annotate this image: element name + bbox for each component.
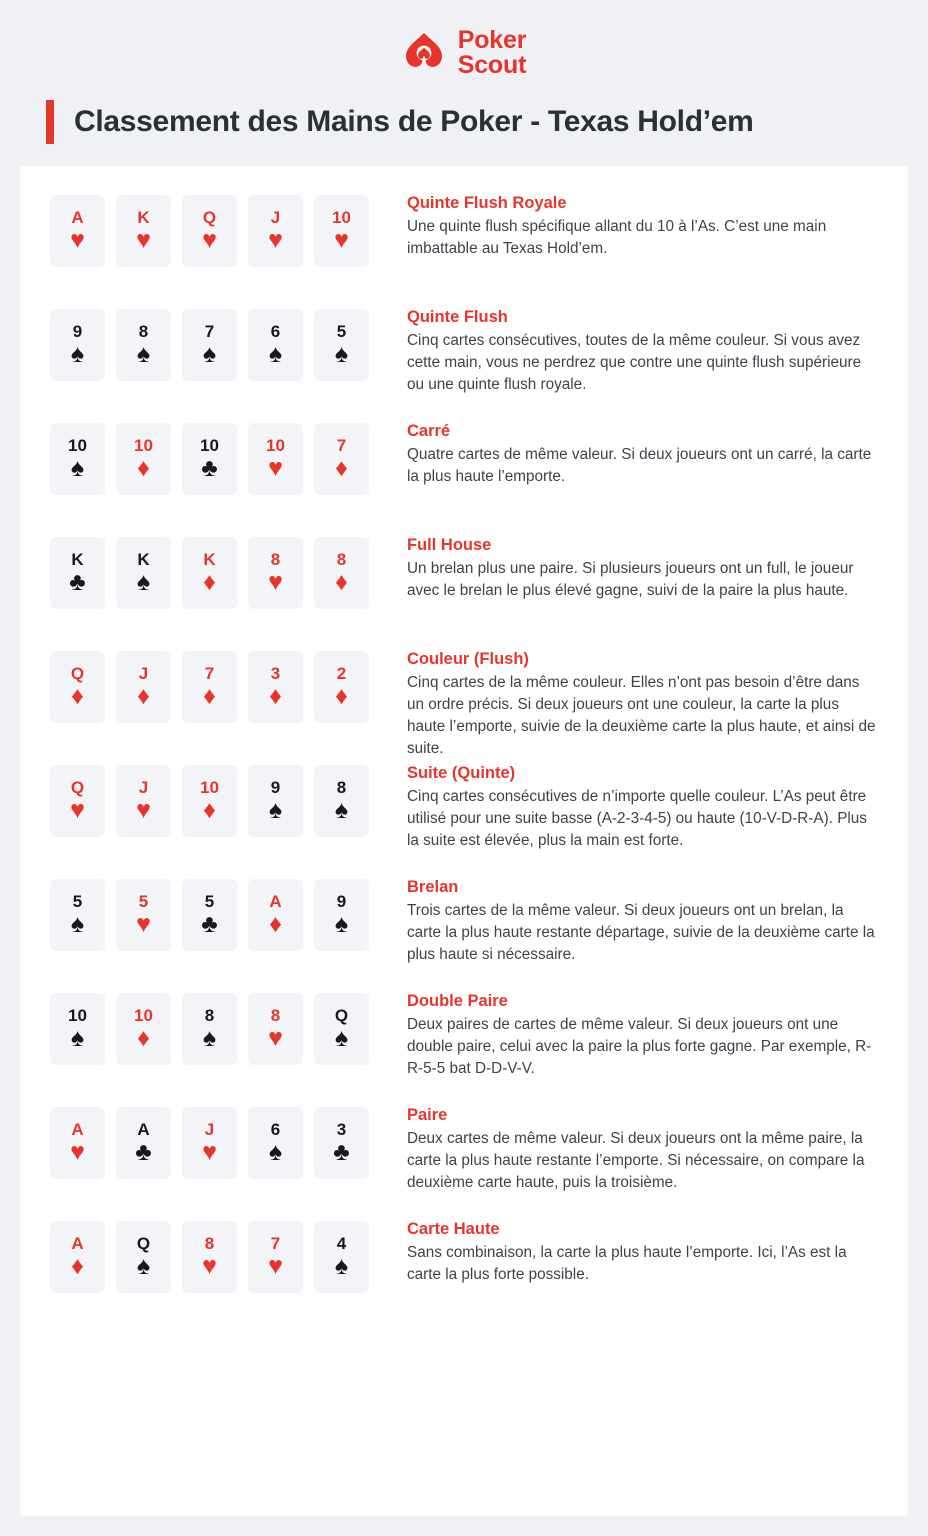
spades-suit-icon: ♠ [334,1024,349,1052]
card-rank: 8 [204,1006,215,1025]
playing-card [248,765,303,837]
playing-card [248,1107,303,1179]
playing-card [50,537,105,609]
card-rank: 2 [336,664,347,683]
card-rank: 8 [138,322,149,341]
card-group [50,1104,373,1179]
card-rank: K [137,208,150,227]
card-rank: 10 [332,208,351,227]
hand-description: Quatre cartes de même valeur. Si deux joueurs ont un carré, la carte la plus haute l’emporte. [407,446,872,485]
hand-row [50,534,878,648]
spades-suit-icon: ♠ [268,1138,283,1166]
hand-info [407,648,878,759]
diamonds-suit-icon: ♦ [137,1024,150,1052]
page-title-row [20,84,908,166]
hand-name: Carré [407,422,451,440]
diamonds-suit-icon: ♦ [269,910,282,938]
hand-row [50,1218,878,1332]
card-rank: J [270,208,281,227]
card-rank: A [269,892,282,911]
diamonds-suit-icon: ♦ [137,454,150,482]
playing-card [50,879,105,951]
playing-card [116,1107,171,1179]
diamonds-suit-icon: ♦ [335,568,348,596]
card-rank: 4 [336,1234,347,1253]
playing-card [116,651,171,723]
hearts-suit-icon: ♥ [136,796,151,824]
diamonds-suit-icon: ♦ [335,454,348,482]
spades-suit-icon: ♠ [268,796,283,824]
clubs-suit-icon: ♣ [333,1138,350,1166]
brand-header [20,22,908,84]
hand-row [50,192,878,306]
spades-suit-icon: ♠ [136,1252,151,1280]
diamonds-suit-icon: ♦ [335,682,348,710]
hand-info [407,192,878,260]
hand-name: Carte Haute [407,1220,500,1238]
playing-card [248,537,303,609]
spades-suit-icon: ♠ [136,568,151,596]
hearts-suit-icon: ♥ [202,1252,217,1280]
hand-row [50,762,878,876]
card-rank: 9 [72,322,83,341]
card-group [50,192,373,267]
card-rank: 6 [270,322,281,341]
hand-row [50,420,878,534]
card-rank: 7 [204,322,215,341]
spades-suit-icon: ♠ [70,454,85,482]
playing-card [314,195,369,267]
playing-card [116,993,171,1065]
playing-card [314,651,369,723]
hand-info [407,876,878,966]
spades-suit-icon: ♠ [334,910,349,938]
playing-card [314,879,369,951]
playing-card [248,1221,303,1293]
hand-description: Cinq cartes consécutives de n’importe quelle couleur. L’As peut être utilisé pour une suite basse (A-2-3-4-5) ou haute (10-V-D-R-A). Plus la suite est élevée, plus la main est forte. [407,788,867,849]
playing-card [314,537,369,609]
playing-card [116,195,171,267]
card-group [50,306,373,381]
spades-suit-icon: ♠ [202,1024,217,1052]
playing-card [248,309,303,381]
hand-description: Cinq cartes consécutives, toutes de la même couleur. Si vous avez cette main, vous ne perdrez que contre une quinte flush supérieure ou une quinte flush royale. [407,332,862,393]
pokerscout-spade-logo-icon [402,31,446,75]
card-rank: 9 [336,892,347,911]
spades-suit-icon: ♠ [334,1252,349,1280]
card-group [50,762,373,837]
playing-card [248,423,303,495]
playing-card [50,1107,105,1179]
hand-description: Trois cartes de la même valeur. Si deux joueurs ont un brelan, la carte la plus haute restante départage, suivie de la deuxième carte la plus haute si nécessaire. [407,902,875,963]
card-rank: 7 [270,1234,281,1253]
hand-description: Une quinte flush spécifique allant du 10 à l’As. C’est une main imbattable au Texas Hold’em. [407,218,827,257]
playing-card [314,423,369,495]
card-rank: A [137,1120,150,1139]
playing-card [314,765,369,837]
card-rank: J [138,778,149,797]
card-rank: 9 [270,778,281,797]
title-accent-bar [46,100,54,144]
playing-card [314,993,369,1065]
hand-name: Quinte Flush Royale [407,194,567,212]
hearts-suit-icon: ♥ [70,796,85,824]
card-rank: 5 [204,892,215,911]
hearts-suit-icon: ♥ [334,226,349,254]
hearts-suit-icon: ♥ [268,226,283,254]
card-rank: 7 [204,664,215,683]
playing-card [116,537,171,609]
hearts-suit-icon: ♥ [202,226,217,254]
playing-card [182,423,237,495]
card-rank: K [71,550,84,569]
hand-row [50,648,878,762]
diamonds-suit-icon: ♦ [269,682,282,710]
playing-card [116,423,171,495]
playing-card [182,1221,237,1293]
card-rank: K [203,550,216,569]
hearts-suit-icon: ♥ [70,1138,85,1166]
hearts-suit-icon: ♥ [70,226,85,254]
playing-card [182,651,237,723]
hand-name: Paire [407,1106,448,1124]
playing-card [50,993,105,1065]
card-rank: A [71,1234,84,1253]
card-rank: 8 [270,1006,281,1025]
card-rank: 8 [270,550,281,569]
hearts-suit-icon: ♥ [268,568,283,596]
card-group [50,534,373,609]
playing-card [50,309,105,381]
card-rank: 6 [270,1120,281,1139]
card-rank: 8 [336,550,347,569]
card-rank: 3 [270,664,281,683]
spades-suit-icon: ♠ [334,796,349,824]
diamonds-suit-icon: ♦ [71,1252,84,1280]
hand-description: Deux cartes de même valeur. Si deux joueurs ont la même paire, la carte la plus haute restante l’emporte. Si nécessaire, on compare la deuxième carte haute, puis la troisième. [407,1130,865,1191]
playing-card [182,993,237,1065]
card-rank: 10 [200,778,219,797]
playing-card [182,309,237,381]
playing-card [248,195,303,267]
hand-row [50,306,878,420]
spades-suit-icon: ♠ [136,340,151,368]
diamonds-suit-icon: ♦ [203,568,216,596]
card-rank: Q [70,664,85,683]
card-rank: 8 [204,1234,215,1253]
spades-suit-icon: ♠ [70,1024,85,1052]
hand-description: Deux paires de cartes de même valeur. Si deux joueurs ont une double paire, celui avec la paire la plus forte gagne. Par exemple, R-R-5-5 bat D-D-V-V. [407,1016,872,1077]
hearts-suit-icon: ♥ [268,1024,283,1052]
hand-name: Full House [407,536,492,554]
spades-suit-icon: ♠ [202,340,217,368]
playing-card [50,765,105,837]
card-rank: 10 [200,436,219,455]
spades-suit-icon: ♠ [334,340,349,368]
spades-suit-icon: ♠ [70,910,85,938]
spades-suit-icon: ♠ [70,340,85,368]
hand-row [50,876,878,990]
card-rank: Q [70,778,85,797]
card-rank: 7 [336,436,347,455]
card-rank: 10 [68,436,87,455]
hand-row [50,990,878,1104]
card-rank: 3 [336,1120,347,1139]
hand-name: Brelan [407,878,459,896]
hand-info [407,534,878,602]
hand-ranking-list [20,166,908,1516]
card-rank: J [204,1120,215,1139]
playing-card [314,1107,369,1179]
playing-card [116,879,171,951]
playing-card [116,309,171,381]
diamonds-suit-icon: ♦ [71,682,84,710]
playing-card [182,1107,237,1179]
card-rank: K [137,550,150,569]
card-rank: A [71,208,84,227]
hearts-suit-icon: ♥ [136,226,151,254]
hand-name: Couleur (Flush) [407,650,529,668]
hearts-suit-icon: ♥ [136,910,151,938]
card-rank: 10 [134,436,153,455]
hearts-suit-icon: ♥ [268,454,283,482]
card-rank: 5 [72,892,83,911]
brand-name-line1: Poker [457,25,527,54]
card-group [50,876,373,951]
card-rank: 10 [68,1006,87,1025]
hand-description: Cinq cartes de la même couleur. Elles n’ont pas besoin d’être dans un ordre précis. Si deux joueurs ont une couleur, la carte la plus haute l’emporte, suivie de la deuxième carte la plus haute, et ainsi de suite. [407,674,876,757]
playing-card [182,879,237,951]
card-rank: 5 [336,322,347,341]
spades-suit-icon: ♠ [268,340,283,368]
playing-card [248,993,303,1065]
card-rank: 5 [138,892,149,911]
playing-card [50,423,105,495]
card-rank: 10 [134,1006,153,1025]
brand-name-line2: Scout [457,51,527,79]
card-group [50,648,373,723]
hand-description: Sans combinaison, la carte la plus haute l’emporte. Ici, l’As est la carte la plus forte possible. [407,1244,847,1283]
page-title: Classement des Mains de Poker - Texas Hold’em [74,105,754,138]
hand-info [407,990,878,1080]
hearts-suit-icon: ♥ [268,1252,283,1280]
clubs-suit-icon: ♣ [135,1138,152,1166]
playing-card [50,1221,105,1293]
diamonds-suit-icon: ♦ [203,796,216,824]
playing-card [182,195,237,267]
hand-name: Quinte Flush [407,308,508,326]
hand-name: Double Paire [407,992,508,1010]
hand-info [407,420,878,488]
card-rank: Q [334,1006,349,1025]
card-group [50,1218,373,1293]
hearts-suit-icon: ♥ [202,1138,217,1166]
card-group [50,420,373,495]
hand-info [407,762,878,852]
hand-info [407,1104,878,1194]
card-rank: 8 [336,778,347,797]
playing-card [248,879,303,951]
card-rank: Q [136,1234,151,1253]
card-group [50,990,373,1065]
playing-card [182,537,237,609]
playing-card [182,765,237,837]
diamonds-suit-icon: ♦ [137,682,150,710]
playing-card [248,651,303,723]
playing-card [314,1221,369,1293]
hand-row [50,1104,878,1218]
playing-card [50,651,105,723]
hand-name: Suite (Quinte) [407,764,516,782]
playing-card [50,195,105,267]
hand-description: Un brelan plus une paire. Si plusieurs joueurs ont un full, le joueur avec le brelan le plus élevé gagne, suivi de la paire la plus haute. [407,560,854,599]
card-rank: Q [202,208,217,227]
playing-card [116,765,171,837]
playing-card [116,1221,171,1293]
card-rank: 10 [266,436,285,455]
clubs-suit-icon: ♣ [69,568,86,596]
diamonds-suit-icon: ♦ [203,682,216,710]
clubs-suit-icon: ♣ [201,910,218,938]
playing-card [314,309,369,381]
hand-info [407,306,878,396]
card-rank: A [71,1120,84,1139]
clubs-suit-icon: ♣ [201,454,218,482]
card-rank: J [138,664,149,683]
hand-info [407,1218,878,1286]
